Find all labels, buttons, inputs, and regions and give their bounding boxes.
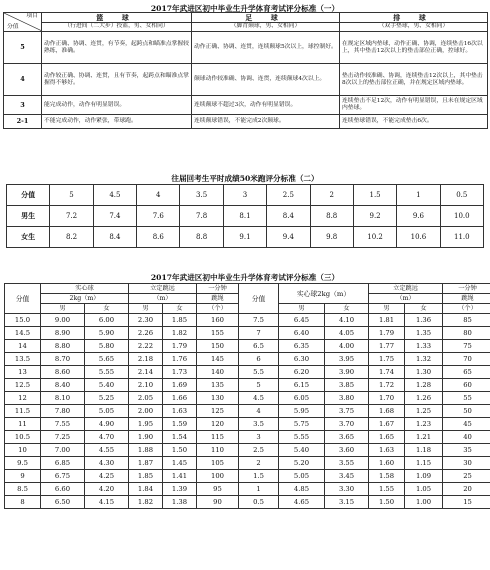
score-cell: 3.5 [180, 185, 223, 206]
criteria-cell: 连续垫球错误，不能完成垫击6次。 [340, 115, 488, 129]
score-cell: 13 [5, 366, 41, 379]
shotput-male-cell: 8.80 [41, 340, 85, 353]
score-cell: 11 [5, 418, 41, 431]
shotput-female-cell: 4.90 [85, 418, 129, 431]
jump-male-cell: 2.22 [129, 340, 163, 353]
shotput-male-cell: 8.40 [41, 379, 85, 392]
score-cell: 2 [239, 457, 279, 470]
jump-female-cell: 1.63 [163, 405, 197, 418]
score-cell: 5 [50, 185, 93, 206]
criteria-cell: 动作正确、协调、连贯，连续颠球5次以上，球控制好。 [192, 32, 340, 64]
score-cell: 12 [5, 392, 41, 405]
shotput-header-right: 实心球2kg（m） [279, 284, 369, 304]
criteria-cell: 连续垫击不足12次，动作有明显错误，且未在规定区域内垫球。 [340, 96, 488, 115]
time-cell: 9.1 [223, 227, 266, 248]
score-level: 3 [4, 96, 42, 115]
rope-cell: 160 [197, 314, 239, 327]
score-cell: 0.5 [239, 496, 279, 509]
score-cell: 9 [5, 470, 41, 483]
jump-male-cell: 1.88 [129, 444, 163, 457]
shotput-male-cell: 8.10 [41, 392, 85, 405]
rope-cell: 100 [197, 470, 239, 483]
score-cell: 12.5 [5, 379, 41, 392]
rope-cell: 20 [443, 483, 490, 496]
rope-cell: 60 [443, 379, 490, 392]
score-cell: 4.5 [93, 185, 136, 206]
shotput-female-cell: 5.40 [85, 379, 129, 392]
shotput-female-cell: 3.30 [325, 483, 369, 496]
score-cell: 13.5 [5, 353, 41, 366]
rope-cell: 155 [197, 327, 239, 340]
score-level: 4 [4, 64, 42, 96]
female-header: 女 [85, 304, 129, 314]
jump-female-cell: 1.50 [163, 444, 197, 457]
rope-cell: 85 [443, 314, 490, 327]
shotput-female-cell: 5.90 [85, 327, 129, 340]
shotput-female-cell: 5.55 [85, 366, 129, 379]
score-cell: 10.5 [5, 431, 41, 444]
shotput-female-cell: 6.00 [85, 314, 129, 327]
jump-female-cell: 1.85 [163, 314, 197, 327]
jump-female-cell: 1.15 [405, 457, 443, 470]
score-cell: 11.5 [5, 405, 41, 418]
jump-female-cell: 1.35 [405, 327, 443, 340]
score-cell: 1.5 [239, 470, 279, 483]
row-label: 女生 [7, 227, 50, 248]
male-header: 男 [279, 304, 325, 314]
shotput-female-cell: 3.95 [325, 353, 369, 366]
table-row [5, 431, 490, 444]
shotput-female-cell: 4.10 [325, 314, 369, 327]
jump-male-cell: 1.63 [369, 444, 405, 457]
criteria-cell: 颠球动作较准确、协调、连贯，连续颠球4次以上。 [192, 64, 340, 96]
jump-female-cell: 1.23 [405, 418, 443, 431]
shotput-female-cell: 4.05 [325, 327, 369, 340]
shotput-male-cell: 6.20 [279, 366, 325, 379]
time-cell: 8.6 [137, 227, 180, 248]
table-row [5, 470, 490, 483]
criteria-cell: 连续颠球不超过3次，动作有明显错误。 [192, 96, 340, 115]
shotput-female-cell: 4.30 [85, 457, 129, 470]
female-header: 女 [405, 304, 443, 314]
shotput-male-cell: 7.25 [41, 431, 85, 444]
time-cell: 9.8 [310, 227, 353, 248]
shotput-male-cell: 5.20 [279, 457, 325, 470]
criteria-cell: 垫击动作较准确、协调，连续垫击12次以上，其中垫击8次以上的垫击部位正确，并在规定区域内垫球。 [340, 64, 488, 96]
shotput-female-cell: 3.80 [325, 392, 369, 405]
male-header: 男 [41, 304, 85, 314]
rope-cell: 80 [443, 327, 490, 340]
table3-title: 2017年武进区初中毕业生升学体育考试评分标准（三） [150, 273, 340, 282]
jump-male-cell: 1.81 [369, 314, 405, 327]
criteria-cell: 动作较正确、协调、连贯，且有节奏，起跨点和瞄准点掌握得不够好。 [42, 64, 192, 96]
shotput-male-cell: 7.55 [41, 418, 85, 431]
criteria-cell: 能完成动作，动作有明显错误。 [42, 96, 192, 115]
score-cell: 3 [239, 431, 279, 444]
jump-male-cell: 2.14 [129, 366, 163, 379]
shotput-male-cell: 8.90 [41, 327, 85, 340]
jump-male-cell: 2.10 [129, 379, 163, 392]
rope-cell: 95 [197, 483, 239, 496]
skill-standards-table [3, 12, 488, 129]
jump-male-cell: 1.70 [369, 392, 405, 405]
score-cell: 1 [239, 483, 279, 496]
score-cell: 4 [137, 185, 180, 206]
score-cell: 5 [239, 379, 279, 392]
rope-cell: 50 [443, 405, 490, 418]
shotput-male-cell: 5.05 [279, 470, 325, 483]
shotput-male-cell: 6.15 [279, 379, 325, 392]
rope-unit-right: （个） [443, 304, 490, 314]
score-cell: 2 [310, 185, 353, 206]
rope-cell: 145 [197, 353, 239, 366]
jump-male-cell: 2.00 [129, 405, 163, 418]
female-row [7, 227, 484, 248]
time-cell: 7.6 [137, 206, 180, 227]
shotput-male-cell: 6.75 [41, 470, 85, 483]
jump-male-cell: 1.90 [129, 431, 163, 444]
shotput-male-cell: 5.75 [279, 418, 325, 431]
score-cell: 10 [5, 444, 41, 457]
score-cell: 4 [239, 405, 279, 418]
male-header: 男 [369, 304, 405, 314]
jump-female-cell: 1.45 [163, 457, 197, 470]
rope-cell: 55 [443, 392, 490, 405]
rope-cell: 35 [443, 444, 490, 457]
score-level: 2-1 [4, 115, 42, 129]
time-cell: 9.6 [397, 206, 440, 227]
long-jump-header-right: 立定跳远 [369, 284, 443, 294]
shotput-male-cell: 6.30 [279, 353, 325, 366]
rope-cell: 40 [443, 431, 490, 444]
jump-female-cell: 1.69 [163, 379, 197, 392]
score-cell: 6 [239, 353, 279, 366]
rope-cell: 135 [197, 379, 239, 392]
jump-male-cell: 1.79 [369, 327, 405, 340]
shotput-female-cell: 4.55 [85, 444, 129, 457]
football-header: 足 球 [192, 13, 340, 23]
shotput-female-cell: 4.00 [325, 340, 369, 353]
jump-male-cell: 1.84 [129, 483, 163, 496]
corner-cell [4, 13, 42, 32]
jump-female-cell: 1.76 [163, 353, 197, 366]
rope-cell: 110 [197, 444, 239, 457]
shotput-female-cell: 3.90 [325, 366, 369, 379]
time-cell: 8.8 [180, 227, 223, 248]
rope-cell: 65 [443, 366, 490, 379]
shotput-female-cell: 5.65 [85, 353, 129, 366]
fitness-scores-table [4, 283, 490, 509]
jump-female-cell: 1.09 [405, 470, 443, 483]
jump-male-cell: 1.65 [369, 431, 405, 444]
jump-male-cell: 1.55 [369, 483, 405, 496]
shotput-unit: 2kg（m） [41, 294, 129, 304]
table-row [5, 392, 490, 405]
shotput-female-cell: 3.85 [325, 379, 369, 392]
shotput-female-cell: 4.20 [85, 483, 129, 496]
rope-cell: 140 [197, 366, 239, 379]
female-header: 女 [325, 304, 369, 314]
female-header: 女 [163, 304, 197, 314]
football-subtitle: （脚背颠球，男、女相同） [192, 22, 340, 32]
criteria-cell: 动作正确、协调、连贯，有节奏，起跨点和瞄准点掌握较熟练，准确。 [42, 32, 192, 64]
rope-cell: 45 [443, 418, 490, 431]
score-level: 5 [4, 32, 42, 64]
criteria-cell: 连续颠球错误，不能完成2次颠球。 [192, 115, 340, 129]
table-row [5, 444, 490, 457]
long-jump-header: 立定跳远 [129, 284, 197, 294]
jump-female-cell: 1.38 [163, 496, 197, 509]
score-cell: 3.5 [239, 418, 279, 431]
jump-female-cell: 1.25 [405, 405, 443, 418]
jump-male-cell: 2.26 [129, 327, 163, 340]
score-cell: 14 [5, 340, 41, 353]
rope-label: 跳绳 [197, 294, 239, 304]
shotput-female-cell: 4.25 [85, 470, 129, 483]
jump-male-cell: 1.95 [129, 418, 163, 431]
shotput-female-cell: 3.75 [325, 405, 369, 418]
table-row [5, 366, 490, 379]
shotput-female-cell: 4.70 [85, 431, 129, 444]
shotput-male-cell: 5.95 [279, 405, 325, 418]
time-cell: 7.2 [50, 206, 93, 227]
shotput-male-cell: 8.70 [41, 353, 85, 366]
rope-cell: 70 [443, 353, 490, 366]
table-row [5, 314, 490, 327]
jump-male-cell: 2.05 [129, 392, 163, 405]
rope-cell: 150 [197, 340, 239, 353]
table3-body [5, 314, 490, 509]
jump-female-cell: 1.36 [405, 314, 443, 327]
table-row [5, 483, 490, 496]
jump-female-cell: 1.28 [405, 379, 443, 392]
jump-male-cell: 1.87 [129, 457, 163, 470]
time-cell: 7.4 [93, 206, 136, 227]
score-cell: 1.5 [353, 185, 396, 206]
rope-label-right: 跳绳 [443, 294, 490, 304]
shotput-male-cell: 5.40 [279, 444, 325, 457]
shotput-male-cell: 6.60 [41, 483, 85, 496]
table-row [5, 379, 490, 392]
rope-unit: （个） [197, 304, 239, 314]
shotput-male-cell: 6.35 [279, 340, 325, 353]
score-cell: 8 [5, 496, 41, 509]
jump-male-cell: 1.68 [369, 405, 405, 418]
long-jump-unit: （m） [129, 294, 197, 304]
jump-female-cell: 1.82 [163, 327, 197, 340]
rope-cell: 115 [197, 431, 239, 444]
shotput-female-cell: 5.25 [85, 392, 129, 405]
score-cell: 8.5 [5, 483, 41, 496]
shotput-male-cell: 7.00 [41, 444, 85, 457]
shotput-male-cell: 7.80 [41, 405, 85, 418]
score-header: 分值 [7, 185, 50, 206]
corner-item-label: 项目 [26, 13, 38, 19]
jump-male-cell: 1.75 [369, 353, 405, 366]
shotput-male-cell: 4.65 [279, 496, 325, 509]
rope-cell: 25 [443, 470, 490, 483]
table-row [5, 496, 490, 509]
jump-male-cell: 1.58 [369, 470, 405, 483]
shotput-male-cell: 6.05 [279, 392, 325, 405]
volleyball-subtitle: （双手垫球，男、女相同） [340, 22, 488, 32]
jump-female-cell: 1.26 [405, 392, 443, 405]
run-50m-table [6, 184, 484, 248]
time-cell: 8.4 [93, 227, 136, 248]
time-cell: 10.2 [353, 227, 396, 248]
jump-female-cell: 1.33 [405, 340, 443, 353]
jump-female-cell: 1.59 [163, 418, 197, 431]
table-row [5, 457, 490, 470]
time-cell: 9.4 [267, 227, 310, 248]
jump-male-cell: 2.30 [129, 314, 163, 327]
shotput-male-cell: 6.45 [279, 314, 325, 327]
jump-female-cell: 1.32 [405, 353, 443, 366]
time-cell: 10.0 [440, 206, 483, 227]
table2-title: 往届回考生平时成绩50米跑评分标准（二） [171, 174, 319, 183]
table-row [5, 327, 490, 340]
score-cell: 3 [223, 185, 266, 206]
shotput-male-cell: 6.50 [41, 496, 85, 509]
shotput-female-cell: 3.15 [325, 496, 369, 509]
jump-female-cell: 1.21 [405, 431, 443, 444]
rope-cell: 90 [197, 496, 239, 509]
table-row [5, 418, 490, 431]
score-cell: 7 [239, 327, 279, 340]
jump-male-cell: 1.67 [369, 418, 405, 431]
shotput-female-cell: 4.15 [85, 496, 129, 509]
shotput-male-cell: 8.60 [41, 366, 85, 379]
time-cell: 7.8 [180, 206, 223, 227]
shotput-female-cell: 5.80 [85, 340, 129, 353]
volleyball-header: 排 球 [340, 13, 488, 23]
time-cell: 11.0 [440, 227, 483, 248]
score-cell: 14.5 [5, 327, 41, 340]
jump-male-cell: 1.82 [129, 496, 163, 509]
shotput-male-cell: 4.85 [279, 483, 325, 496]
jump-female-cell: 1.30 [405, 366, 443, 379]
score-cell: 7.5 [239, 314, 279, 327]
score-cell: 2.5 [239, 444, 279, 457]
score-header-right: 分值 [239, 284, 279, 314]
criteria-cell: 不能完成动作，动作紧张，带球跑。 [42, 115, 192, 129]
shotput-male-cell: 9.00 [41, 314, 85, 327]
jump-male-cell: 1.85 [129, 470, 163, 483]
table1-title: 2017年武进区初中毕业生升学体育考试评分标准（一） [150, 4, 340, 13]
shotput-male-cell: 5.55 [279, 431, 325, 444]
jump-male-cell: 1.72 [369, 379, 405, 392]
time-cell: 8.1 [223, 206, 266, 227]
jump-male-cell: 1.50 [369, 496, 405, 509]
basketball-subtitle: （行进间（二大步）投篮，男、女相同） [42, 22, 192, 32]
shotput-female-cell: 3.55 [325, 457, 369, 470]
jump-female-cell: 1.05 [405, 483, 443, 496]
jump-female-cell: 1.54 [163, 431, 197, 444]
score-cell: 2.5 [267, 185, 310, 206]
shotput-header: 实心球 [41, 284, 129, 294]
jump-male-cell: 1.77 [369, 340, 405, 353]
rope-cell: 105 [197, 457, 239, 470]
criteria-cell: 在规定区域内垫球，动作正确、协调，连续垫击16次以上，其中垫击12次以上的垫击部位正确，控球好。 [340, 32, 488, 64]
jump-female-cell: 1.00 [405, 496, 443, 509]
male-row [7, 206, 484, 227]
table-row [5, 405, 490, 418]
jump-female-cell: 1.39 [163, 483, 197, 496]
male-header: 男 [129, 304, 163, 314]
shotput-male-cell: 6.40 [279, 327, 325, 340]
rope-cell: 75 [443, 340, 490, 353]
rope-cell: 30 [443, 457, 490, 470]
shotput-female-cell: 3.70 [325, 418, 369, 431]
score-cell: 9.5 [5, 457, 41, 470]
rope-header: 一分钟 [197, 284, 239, 294]
jump-female-cell: 1.66 [163, 392, 197, 405]
jump-female-cell: 1.79 [163, 340, 197, 353]
table-row [5, 353, 490, 366]
jump-male-cell: 1.74 [369, 366, 405, 379]
shotput-female-cell: 3.60 [325, 444, 369, 457]
jump-female-cell: 1.18 [405, 444, 443, 457]
score-cell: 0.5 [440, 185, 483, 206]
time-cell: 8.4 [267, 206, 310, 227]
rope-cell: 125 [197, 405, 239, 418]
time-cell: 10.6 [397, 227, 440, 248]
shotput-female-cell: 3.65 [325, 431, 369, 444]
scores-row [7, 185, 484, 206]
rope-cell: 120 [197, 418, 239, 431]
score-cell: 1 [397, 185, 440, 206]
shotput-female-cell: 5.05 [85, 405, 129, 418]
score-header-left: 分值 [5, 284, 41, 314]
score-cell: 6.5 [239, 340, 279, 353]
jump-female-cell: 1.41 [163, 470, 197, 483]
table-row [5, 340, 490, 353]
time-cell: 9.2 [353, 206, 396, 227]
shotput-male-cell: 6.85 [41, 457, 85, 470]
basketball-header: 篮 球 [42, 13, 192, 23]
jump-female-cell: 1.73 [163, 366, 197, 379]
rope-header-right: 一分钟 [443, 284, 490, 294]
long-jump-unit-right: （m） [369, 294, 443, 304]
shotput-female-cell: 3.45 [325, 470, 369, 483]
score-cell: 15.0 [5, 314, 41, 327]
row-label: 男生 [7, 206, 50, 227]
score-cell: 4.5 [239, 392, 279, 405]
time-cell: 8.8 [310, 206, 353, 227]
score-cell: 5.5 [239, 366, 279, 379]
rope-cell: 130 [197, 392, 239, 405]
rope-cell: 15 [443, 496, 490, 509]
time-cell: 8.2 [50, 227, 93, 248]
corner-score-label: 分值 [7, 24, 19, 30]
jump-male-cell: 2.18 [129, 353, 163, 366]
jump-male-cell: 1.60 [369, 457, 405, 470]
